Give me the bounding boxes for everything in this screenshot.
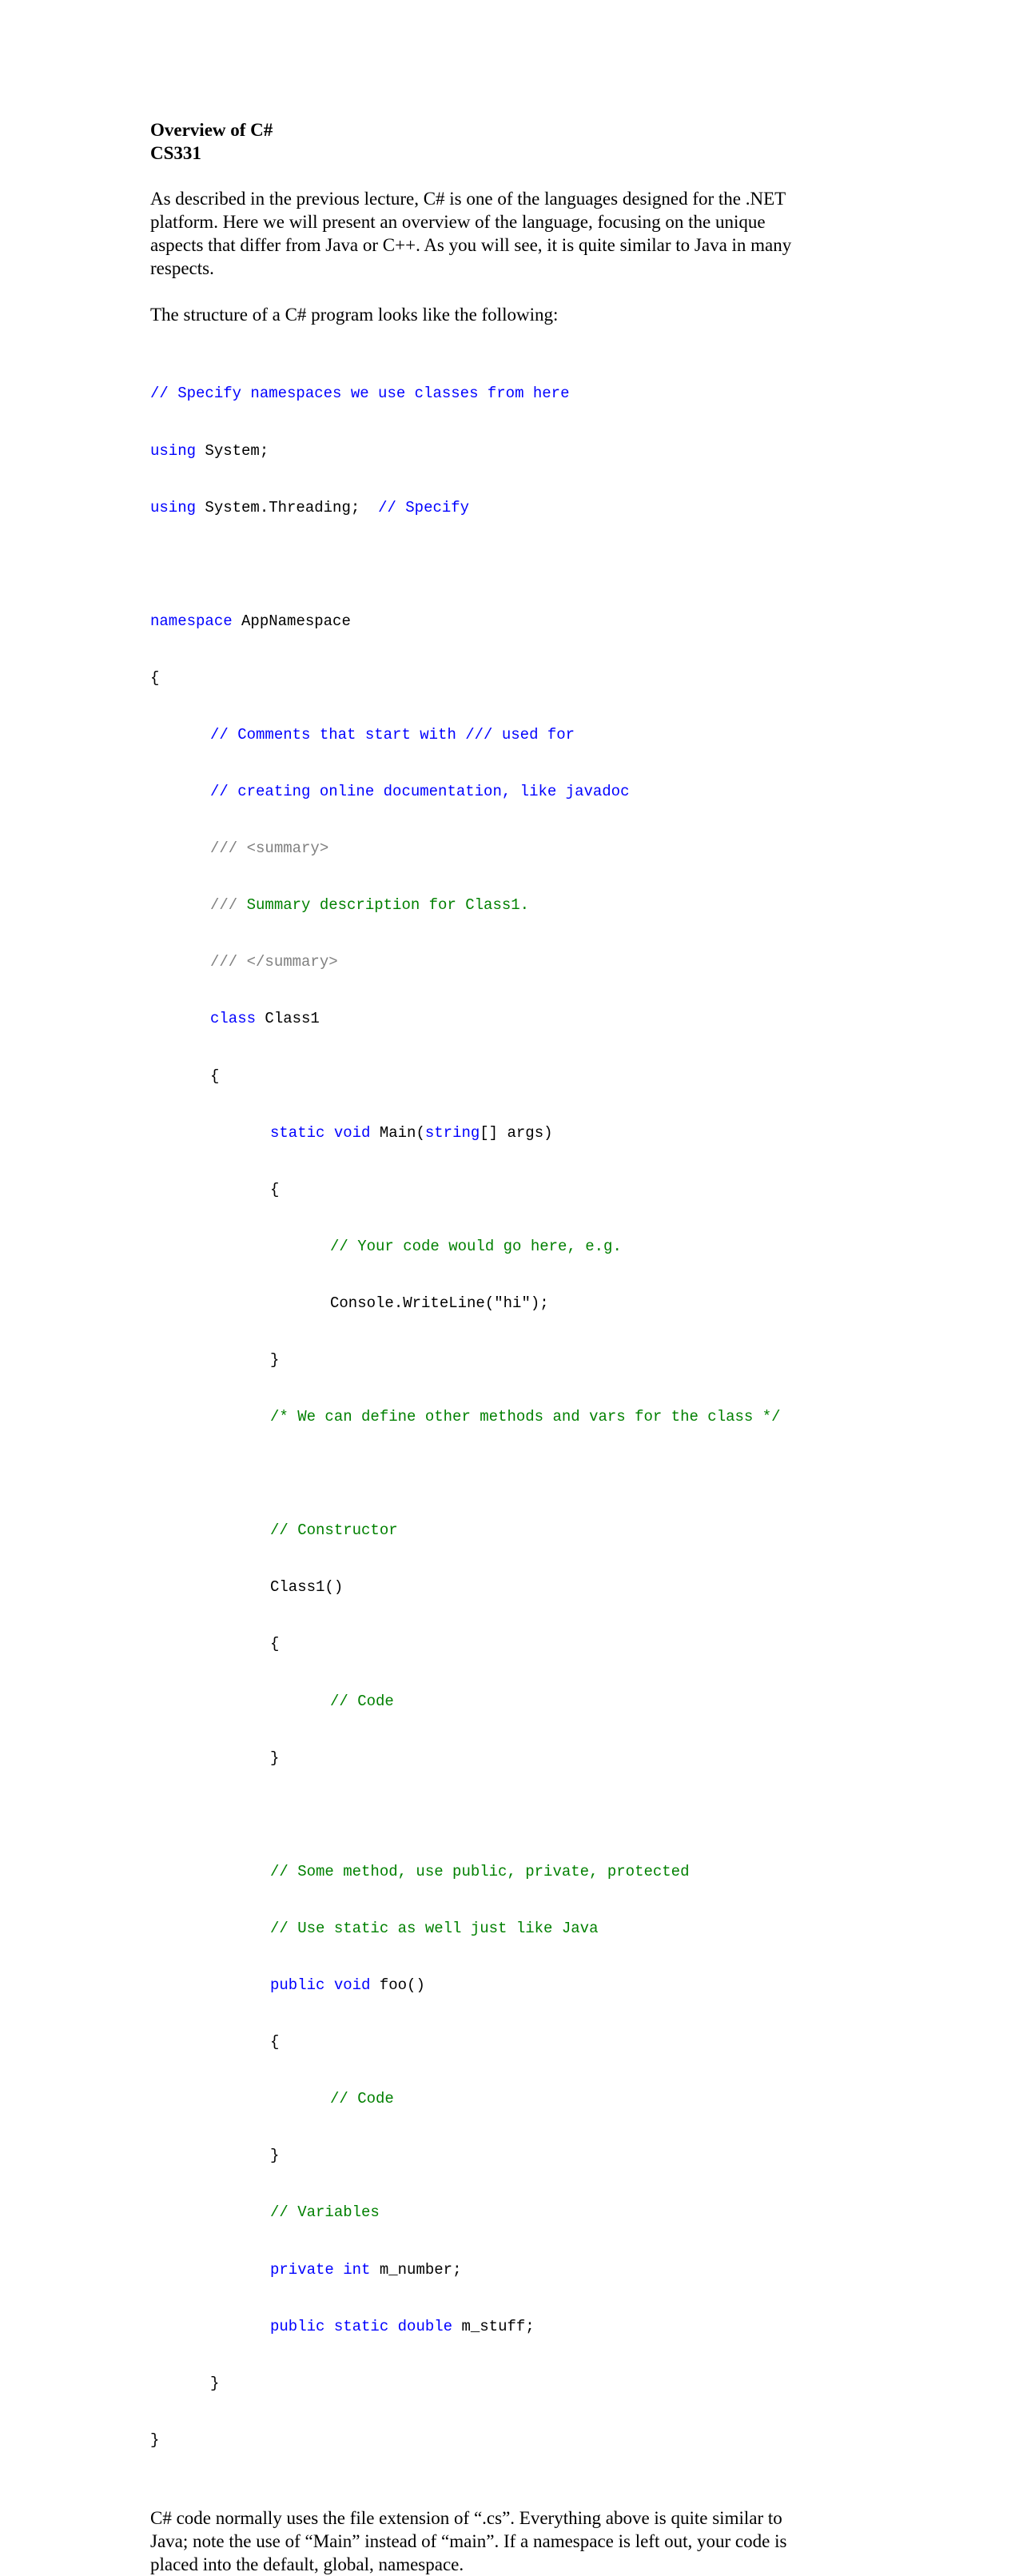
code-text: Console.WriteLine("hi");	[330, 1294, 549, 1312]
code-blank-line	[150, 1465, 870, 1484]
code-line	[150, 2318, 870, 2337]
code-keyword: void	[333, 1123, 371, 1142]
intro-line: aspects that differ from Java or C++. As you will see, it is quite similar to Java in many	[150, 235, 792, 255]
closing-line: Java; note the use of “Main” instead of “main”. If a namespace is left out, your code is	[150, 2530, 787, 2551]
code-comment: // Your code would go here, e.g.	[330, 1237, 622, 1255]
intro-paragraph	[150, 187, 870, 280]
document-page	[150, 118, 870, 2576]
code-line	[150, 669, 870, 688]
code-line	[150, 2147, 870, 2166]
code-xml-tag: <summary>	[246, 839, 329, 858]
code-line	[150, 1010, 870, 1029]
code-xml-tag: </summary>	[246, 953, 338, 971]
code-text: Class1	[256, 1010, 320, 1028]
code-line	[150, 1693, 870, 1712]
intro-line: respects.	[150, 258, 214, 278]
code-line	[150, 783, 870, 802]
code-xml-doc: ///	[210, 953, 247, 971]
code-brace: }	[150, 2430, 160, 2449]
code-brace: }	[210, 2374, 220, 2392]
code-keyword: class	[210, 1010, 257, 1028]
code-xml-text: Summary description for Class1.	[246, 896, 530, 915]
code-text: System;	[196, 441, 269, 460]
code-comment: // creating online documentation, like javadoc	[210, 783, 630, 801]
code-keyword: void	[333, 1976, 371, 1995]
code-line	[150, 1238, 870, 1257]
code-line	[150, 1067, 870, 1087]
code-text: Class1()	[270, 1578, 344, 1597]
code-xml-doc: ///	[210, 896, 247, 915]
code-line	[150, 1976, 870, 1996]
code-line	[150, 1351, 870, 1370]
closing-line: C# code normally uses the file extension of “.cs”. Everything above is quite similar to	[150, 2507, 782, 2528]
course-code: CS331	[150, 143, 201, 163]
code-line	[150, 726, 870, 745]
code-line	[150, 1749, 870, 1769]
code-line	[150, 1181, 870, 1200]
code-line	[150, 442, 870, 461]
code-line	[150, 1920, 870, 1939]
code-line	[150, 2375, 870, 2394]
code-keyword: double	[397, 2317, 453, 2335]
code-text: AppNamespace	[232, 612, 351, 630]
code-comment: // Code	[330, 1692, 394, 1710]
code-comment: // Code	[330, 2090, 394, 2108]
code-brace: {	[270, 2033, 280, 2052]
code-line	[150, 953, 870, 972]
code-line	[150, 2033, 870, 2052]
code-line	[150, 1521, 870, 1541]
code-blank-line	[150, 556, 870, 575]
code-line	[150, 1294, 870, 1314]
code-xml-doc: ///	[210, 839, 247, 858]
code-line	[150, 896, 870, 915]
code-brace: {	[150, 668, 160, 687]
code-text: [] args)	[480, 1123, 553, 1142]
code-line	[150, 2261, 870, 2280]
code-blank-line	[150, 1806, 870, 1825]
code-keyword: public	[270, 2317, 325, 2335]
code-keyword: int	[343, 2260, 371, 2279]
structure-intro: The structure of a C# program looks like the following:	[150, 305, 559, 325]
code-line	[150, 499, 870, 518]
code-comment: // Specify namespaces we use classes from here	[150, 385, 570, 403]
code-keyword: public	[270, 1976, 325, 1995]
code-line	[150, 2090, 870, 2109]
code-keyword: static	[270, 1123, 325, 1142]
page-title: Overview of C#	[150, 120, 273, 140]
code-line	[150, 2203, 870, 2223]
code-line	[150, 839, 870, 859]
closing-line: placed into the default, global, namespace.	[150, 2554, 464, 2574]
code-keyword: private	[270, 2260, 334, 2279]
code-brace: {	[270, 1180, 280, 1198]
code-comment: /* We can define other methods and vars for the class */	[270, 1408, 781, 1426]
code-comment: // Comments that start with /// used for	[210, 725, 575, 744]
code-line	[150, 2431, 870, 2450]
code-brace: }	[270, 2147, 280, 2165]
code-comment: // Variables	[270, 2203, 380, 2222]
code-brace: {	[270, 1635, 280, 1653]
code-line	[150, 1578, 870, 1597]
intro-line: platform. Here we will present an overview of the language, focusing on the unique	[150, 212, 766, 232]
code-line	[150, 1635, 870, 1654]
code-comment: // Constructor	[270, 1521, 398, 1540]
code-brace: {	[210, 1067, 220, 1085]
code-line	[150, 1124, 870, 1143]
closing-paragraph	[150, 2506, 870, 2576]
code-line	[150, 385, 870, 404]
code-keyword: string	[424, 1123, 480, 1142]
code-line	[150, 1408, 870, 1427]
code-comment: // Some method, use public, private, protected	[270, 1862, 690, 1880]
code-text: System.Threading;	[196, 498, 379, 516]
code-text: foo()	[370, 1976, 425, 1995]
intro-line: As described in the previous lecture, C# is one of the languages designed for the .NET	[150, 189, 786, 209]
code-text: m_stuff;	[452, 2317, 535, 2335]
code-text: m_number;	[370, 2260, 462, 2279]
code-line	[150, 1863, 870, 1882]
code-keyword: using	[150, 498, 197, 516]
code-brace: }	[270, 1749, 280, 1767]
code-keyword: static	[333, 2317, 389, 2335]
code-listing	[150, 347, 870, 2488]
code-comment: // Use static as well just like Java	[270, 1919, 599, 1937]
code-comment: // Specify	[378, 498, 470, 516]
code-line	[150, 612, 870, 632]
code-text: Main(	[379, 1123, 425, 1142]
code-keyword: namespace	[150, 612, 233, 630]
code-keyword: using	[150, 441, 197, 460]
code-brace: }	[270, 1351, 280, 1369]
